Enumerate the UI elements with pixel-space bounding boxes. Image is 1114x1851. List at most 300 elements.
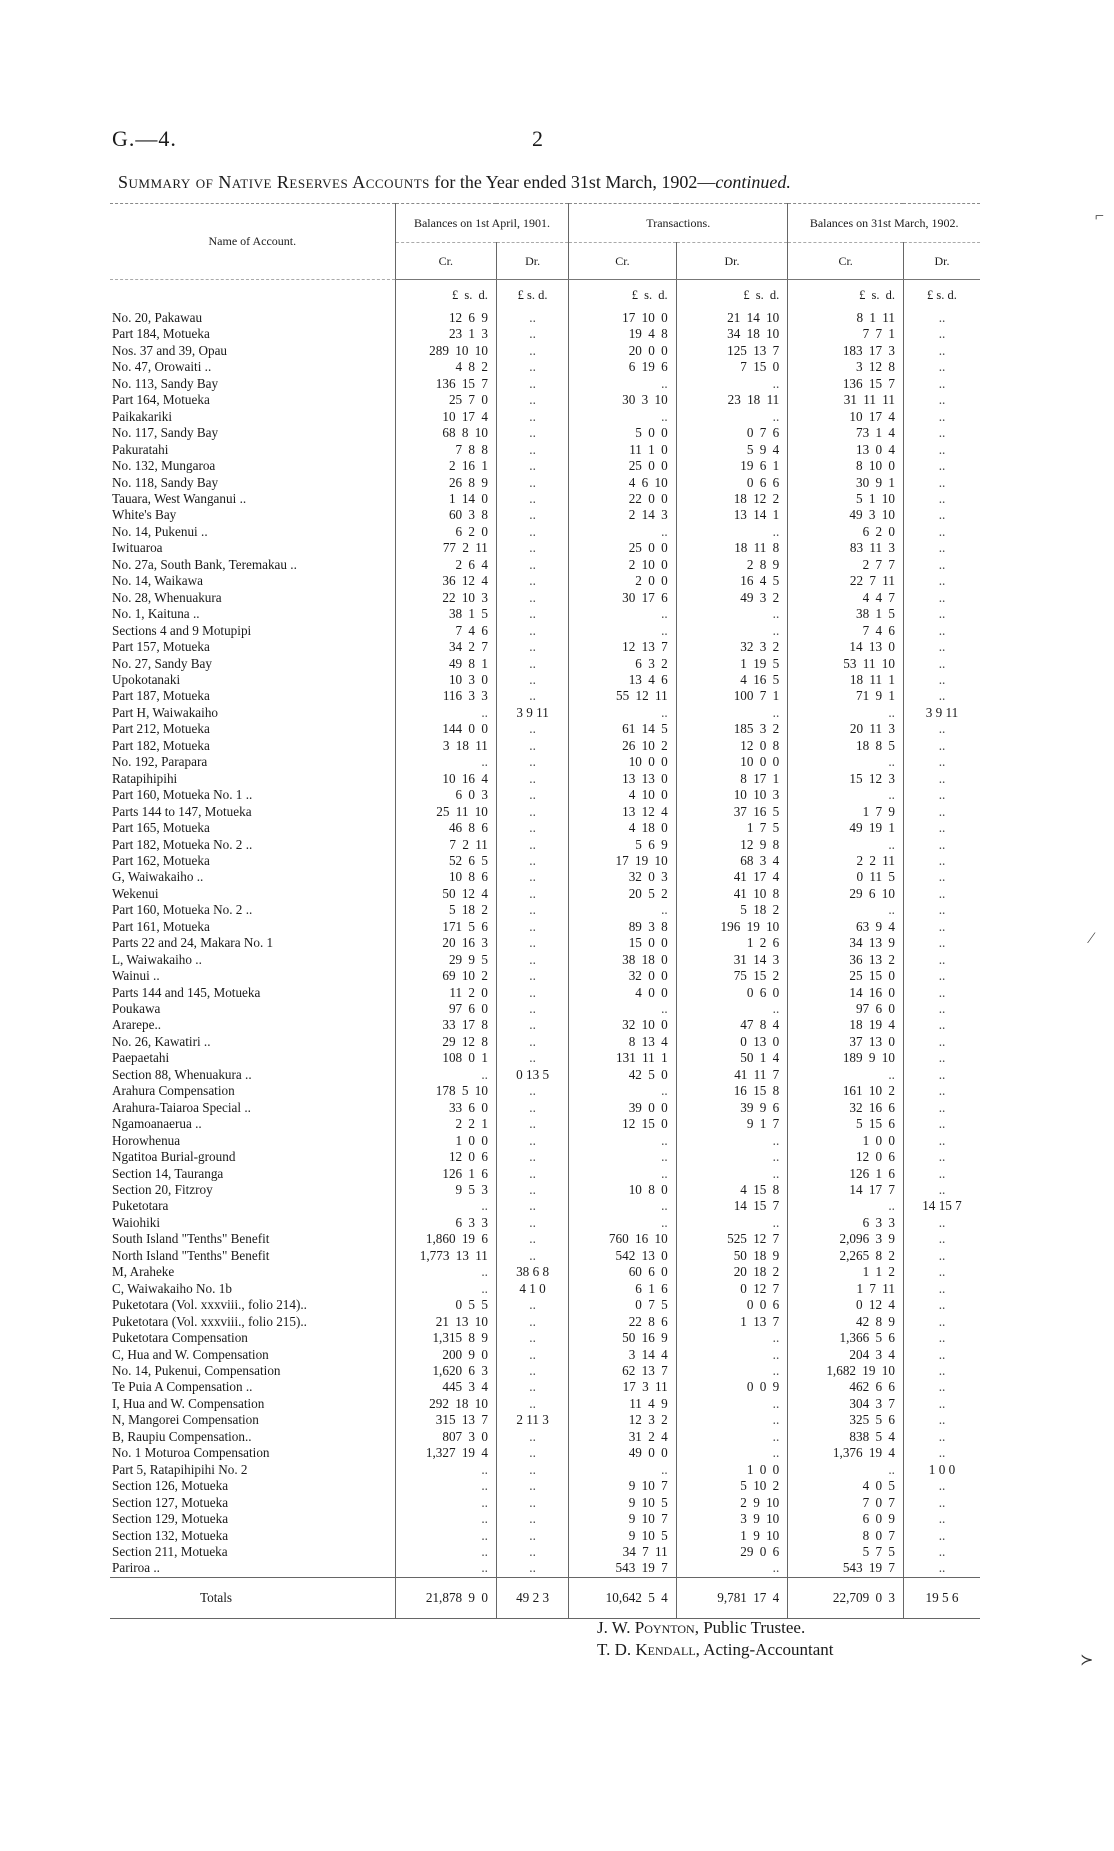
balance-1902-cr: 6 2 0 — [788, 524, 904, 540]
transactions-cr: .. — [569, 1149, 676, 1165]
account-name: Part 160, Motueka No. 1 .. — [112, 787, 253, 803]
balance-1902-cr: 73 1 4 — [788, 425, 904, 441]
unit-label: £ s. d. — [496, 280, 568, 311]
transactions-cr: 38 18 0 — [569, 952, 676, 968]
table-row — [110, 902, 980, 918]
balance-1901-cr: .. — [395, 705, 496, 721]
account-name: Part 182, Motueka — [112, 737, 210, 753]
balance-1901-dr: .. — [496, 606, 568, 622]
total-balance-1901-cr: 21,878 9 0 — [395, 1577, 496, 1618]
header-dr: Dr. — [496, 243, 568, 280]
table-row — [110, 1347, 980, 1363]
header-cr: Cr. — [395, 243, 496, 280]
balance-1901-dr: .. — [496, 557, 568, 573]
balance-1901-dr: .. — [496, 985, 568, 1001]
transactions-cr: .. — [569, 1133, 676, 1149]
transactions-dr: .. — [676, 1412, 788, 1428]
header-name: Name of Account. — [110, 204, 395, 280]
account-name: Poukawa — [112, 1001, 161, 1017]
transactions-dr: 20 18 2 — [676, 1264, 788, 1280]
balance-1902-cr: 32 16 6 — [788, 1100, 904, 1116]
transactions-cr: 30 17 6 — [569, 590, 676, 606]
account-name: Section 88, Whenuakura .. — [112, 1066, 252, 1082]
transactions-cr: .. — [569, 1166, 676, 1182]
balance-1901-dr: .. — [496, 1100, 568, 1116]
balance-1901-dr: .. — [496, 935, 568, 951]
table-row — [110, 1412, 980, 1428]
balance-1902-dr: .. — [903, 1050, 980, 1066]
balance-1901-dr: .. — [496, 1215, 568, 1231]
balance-1902-dr: .. — [903, 935, 980, 951]
balance-1901-cr: 60 3 8 — [395, 507, 496, 523]
balance-1902-dr: .. — [903, 1379, 980, 1395]
balance-1902-dr: .. — [903, 1116, 980, 1132]
balance-1902-cr: 1,366 5 6 — [788, 1330, 904, 1346]
balance-1902-cr: .. — [788, 902, 904, 918]
table-row — [110, 540, 980, 556]
balance-1901-cr: 11 2 0 — [395, 985, 496, 1001]
balance-1901-cr: 108 0 1 — [395, 1050, 496, 1066]
balance-1901-dr: .. — [496, 688, 568, 704]
balance-1902-cr: 31 11 11 — [788, 392, 904, 408]
transactions-dr: 32 3 2 — [676, 639, 788, 655]
balance-1902-cr: 18 8 5 — [788, 738, 904, 754]
balance-1901-cr: .. — [395, 1544, 496, 1560]
account-name: Ngatitoa Burial-ground — [112, 1149, 236, 1165]
transactions-dr: 18 12 2 — [676, 491, 788, 507]
balance-1901-cr: 315 13 7 — [395, 1412, 496, 1428]
balance-1902-cr: 0 12 4 — [788, 1297, 904, 1313]
balance-1902-dr: .. — [903, 1182, 980, 1198]
balance-1902-dr: .. — [903, 507, 980, 523]
balance-1901-dr: .. — [496, 952, 568, 968]
account-name: Pakuratahi — [112, 441, 169, 457]
balance-1901-cr: 25 7 0 — [395, 392, 496, 408]
transactions-dr: 29 0 6 — [676, 1544, 788, 1560]
transactions-dr: 0 13 0 — [676, 1034, 788, 1050]
table-row — [110, 672, 980, 688]
margin-mark: ⁄ — [1090, 930, 1093, 947]
table-row — [110, 771, 980, 787]
balance-1901-cr: 46 8 6 — [395, 820, 496, 836]
table-row — [110, 409, 980, 425]
balance-1902-dr: .. — [903, 1544, 980, 1560]
account-name: Arahura-Taiaroa Special .. — [112, 1099, 251, 1115]
balance-1902-cr: 1,376 19 4 — [788, 1445, 904, 1461]
balance-1902-cr: 12 0 6 — [788, 1149, 904, 1165]
transactions-dr: 10 10 3 — [676, 787, 788, 803]
account-name: M, Araheke — [112, 1264, 175, 1280]
account-name: No. 14, Pukenui, Compensation — [112, 1363, 281, 1378]
account-name: G, Waiwakaiho .. — [112, 869, 204, 885]
balance-1902-dr: .. — [903, 376, 980, 392]
table-row — [110, 1462, 980, 1478]
balance-1901-dr: .. — [496, 968, 568, 984]
transactions-cr: .. — [569, 705, 676, 721]
balance-1901-cr: 445 3 4 — [395, 1379, 496, 1395]
table-row — [110, 590, 980, 606]
transactions-dr: .. — [676, 1149, 788, 1165]
balance-1902-cr: 8 1 11 — [788, 310, 904, 326]
table-row — [110, 1445, 980, 1461]
balance-1901-dr: .. — [496, 1429, 568, 1445]
balance-1902-cr: 30 9 1 — [788, 475, 904, 491]
balance-1901-dr: .. — [496, 853, 568, 869]
transactions-dr: 4 15 8 — [676, 1182, 788, 1198]
account-name: Wainui .. — [112, 968, 160, 984]
balance-1902-dr: .. — [903, 442, 980, 458]
transactions-cr: 19 4 8 — [569, 326, 676, 342]
table-row — [110, 425, 980, 441]
account-name: Parts 22 and 24, Makara No. 1 — [112, 935, 274, 951]
balance-1902-dr: .. — [903, 1396, 980, 1412]
balance-1902-dr: .. — [903, 557, 980, 573]
balance-1902-cr: 49 19 1 — [788, 820, 904, 836]
transactions-dr: 2 9 10 — [676, 1495, 788, 1511]
balance-1902-cr: 2,265 8 2 — [788, 1248, 904, 1264]
transactions-dr: 8 17 1 — [676, 771, 788, 787]
balance-1902-cr: .. — [788, 787, 904, 803]
transactions-dr: 68 3 4 — [676, 853, 788, 869]
transactions-cr: 10 8 0 — [569, 1182, 676, 1198]
transactions-dr: 0 6 6 — [676, 475, 788, 491]
balance-1901-dr: 3 9 11 — [496, 705, 568, 721]
balance-1902-cr: 49 3 10 — [788, 507, 904, 523]
balance-1902-dr: 14 15 7 — [903, 1198, 980, 1214]
balance-1901-cr: 200 9 0 — [395, 1347, 496, 1363]
transactions-cr: 4 18 0 — [569, 820, 676, 836]
balance-1901-dr: .. — [496, 1133, 568, 1149]
transactions-dr: .. — [676, 524, 788, 540]
balance-1901-dr: .. — [496, 1495, 568, 1511]
account-name: Section 127, Motueka — [112, 1494, 229, 1510]
total-balance-1902-cr: 22,709 0 3 — [788, 1577, 904, 1618]
balance-1902-cr: 304 3 7 — [788, 1396, 904, 1412]
table-row — [110, 359, 980, 375]
transactions-cr: 9 10 7 — [569, 1478, 676, 1494]
balance-1901-dr: .. — [496, 787, 568, 803]
table-row — [110, 376, 980, 392]
table-row — [110, 1560, 980, 1577]
transactions-dr: 41 11 7 — [676, 1067, 788, 1083]
balance-1901-cr: 289 10 10 — [395, 343, 496, 359]
balance-1902-cr: 83 11 3 — [788, 540, 904, 556]
balance-1902-dr: .. — [903, 886, 980, 902]
table-row — [110, 326, 980, 342]
table-row — [110, 1528, 980, 1544]
balance-1902-cr: 14 13 0 — [788, 639, 904, 655]
account-name: N, Mangorei Compensation — [112, 1412, 259, 1428]
account-name: Upokotanaki — [112, 671, 181, 687]
transactions-cr: 12 13 7 — [569, 639, 676, 655]
balance-1901-cr: .. — [395, 1067, 496, 1083]
balance-1902-cr: .. — [788, 1198, 904, 1214]
balance-1901-dr: 2 11 3 — [496, 1412, 568, 1428]
transactions-cr: .. — [569, 376, 676, 392]
balance-1901-dr: .. — [496, 1379, 568, 1395]
account-name: Section 129, Motueka — [112, 1511, 229, 1527]
signature-name: J. W. Poynton — [597, 1618, 695, 1637]
balance-1901-dr: .. — [496, 1478, 568, 1494]
account-name: Wekenui — [112, 885, 159, 901]
transactions-cr: 6 3 2 — [569, 656, 676, 672]
transactions-dr: 5 10 2 — [676, 1478, 788, 1494]
balance-1902-cr: 18 19 4 — [788, 1017, 904, 1033]
transactions-dr: 1 13 7 — [676, 1314, 788, 1330]
balance-1902-dr: .. — [903, 326, 980, 342]
transactions-cr: .. — [569, 623, 676, 639]
transactions-dr: 125 13 7 — [676, 343, 788, 359]
account-name: Ararepe.. — [112, 1017, 162, 1033]
account-name: Parts 144 and 145, Motueka — [112, 984, 261, 1000]
transactions-dr: 14 15 7 — [676, 1198, 788, 1214]
balance-1902-cr: 136 15 7 — [788, 376, 904, 392]
balance-1901-cr: 34 2 7 — [395, 639, 496, 655]
balance-1902-dr: .. — [903, 310, 980, 326]
balance-1902-dr: .. — [903, 623, 980, 639]
balance-1901-dr: .. — [496, 1017, 568, 1033]
account-name: Part 5, Ratapihipihi No. 2 — [112, 1461, 248, 1477]
balance-1901-cr: 7 4 6 — [395, 623, 496, 639]
balance-1901-cr: 26 8 9 — [395, 475, 496, 491]
margin-mark: ≻ — [1080, 1652, 1094, 1669]
transactions-dr: 37 16 5 — [676, 804, 788, 820]
transactions-dr: 39 9 6 — [676, 1100, 788, 1116]
account-name: Arahura Compensation — [112, 1083, 235, 1099]
balance-1901-dr: .. — [496, 1560, 568, 1577]
balance-1902-cr: 161 10 2 — [788, 1083, 904, 1099]
balance-1901-dr: .. — [496, 1231, 568, 1247]
balance-1902-dr: .. — [903, 1511, 980, 1527]
balance-1901-dr: .. — [496, 573, 568, 589]
balance-1902-dr: .. — [903, 688, 980, 704]
balance-1902-dr: .. — [903, 968, 980, 984]
balance-1901-cr: .. — [395, 1511, 496, 1527]
table-row — [110, 343, 980, 359]
transactions-dr: .. — [676, 1166, 788, 1182]
balance-1902-cr: 1 7 9 — [788, 804, 904, 820]
transactions-dr: 12 9 8 — [676, 837, 788, 853]
transactions-dr: 21 14 10 — [676, 310, 788, 326]
balance-1901-dr: .. — [496, 1396, 568, 1412]
balance-1902-cr: 5 7 5 — [788, 1544, 904, 1560]
balance-1901-cr: 807 3 0 — [395, 1429, 496, 1445]
balance-1901-dr: .. — [496, 1462, 568, 1478]
balance-1901-dr: .. — [496, 738, 568, 754]
transactions-cr: 42 5 0 — [569, 1067, 676, 1083]
balance-1901-cr: 7 8 8 — [395, 442, 496, 458]
balance-1902-dr: .. — [903, 491, 980, 507]
transactions-cr: 9 10 5 — [569, 1495, 676, 1511]
balance-1902-cr: 325 5 6 — [788, 1412, 904, 1428]
balance-1902-cr: 462 6 6 — [788, 1379, 904, 1395]
balance-1901-dr: .. — [496, 343, 568, 359]
balance-1902-cr: 25 15 0 — [788, 968, 904, 984]
table-row — [110, 1083, 980, 1099]
account-name: No. 47, Orowaiti .. — [112, 359, 212, 375]
table-row — [110, 1429, 980, 1445]
balance-1902-dr: .. — [903, 754, 980, 770]
account-name: Part 182, Motueka No. 2 .. — [112, 836, 253, 852]
balance-1902-cr: 8 0 7 — [788, 1528, 904, 1544]
balance-1902-cr: 14 17 7 — [788, 1182, 904, 1198]
account-name: Horowhenua — [112, 1132, 181, 1148]
balance-1902-dr: .. — [903, 1412, 980, 1428]
balance-1901-cr: 77 2 11 — [395, 540, 496, 556]
account-name: No. 26, Kawatiri .. — [112, 1033, 211, 1049]
accounts-table — [110, 203, 980, 1619]
transactions-cr: 4 0 0 — [569, 985, 676, 1001]
units-row — [110, 280, 980, 311]
transactions-cr: .. — [569, 902, 676, 918]
table-row — [110, 507, 980, 523]
transactions-dr: 1 0 0 — [676, 1462, 788, 1478]
account-name: No. 132, Mungaroa — [112, 458, 216, 474]
transactions-cr: 543 19 7 — [569, 1560, 676, 1577]
transactions-dr: 41 17 4 — [676, 869, 788, 885]
transactions-cr: 20 5 2 — [569, 886, 676, 902]
account-name: Part 160, Motueka No. 2 .. — [112, 902, 253, 918]
balance-1901-dr: .. — [496, 540, 568, 556]
account-name: No. 20, Pakawau — [112, 310, 203, 325]
balance-1901-cr: 5 18 2 — [395, 902, 496, 918]
balance-1901-cr: 29 12 8 — [395, 1034, 496, 1050]
balance-1902-dr: .. — [903, 1001, 980, 1017]
table-row — [110, 475, 980, 491]
balance-1901-cr: 7 2 11 — [395, 837, 496, 853]
balance-1902-cr: 63 9 4 — [788, 919, 904, 935]
balance-1901-cr: 2 2 1 — [395, 1116, 496, 1132]
total-balance-1901-dr: 49 2 3 — [496, 1577, 568, 1618]
transactions-cr: 9 10 7 — [569, 1511, 676, 1527]
balance-1902-dr: .. — [903, 540, 980, 556]
balance-1902-dr: .. — [903, 1264, 980, 1280]
balance-1902-cr: 34 13 9 — [788, 935, 904, 951]
balance-1901-cr: 12 0 6 — [395, 1149, 496, 1165]
balance-1902-cr: 36 13 2 — [788, 952, 904, 968]
transactions-cr: 2 14 3 — [569, 507, 676, 523]
balance-1902-dr: 1 0 0 — [903, 1462, 980, 1478]
transactions-dr: .. — [676, 1001, 788, 1017]
balance-1901-dr: .. — [496, 524, 568, 540]
account-name: North Island "Tenths" Benefit — [112, 1247, 270, 1263]
transactions-cr: 542 13 0 — [569, 1248, 676, 1264]
balance-1901-cr: .. — [395, 1462, 496, 1478]
balance-1902-cr: 2,096 3 9 — [788, 1231, 904, 1247]
table-row — [110, 1100, 980, 1116]
balance-1902-cr: 1,682 19 10 — [788, 1363, 904, 1379]
balance-1902-dr: .. — [903, 458, 980, 474]
balance-1902-dr: .. — [903, 590, 980, 606]
transactions-cr: 50 16 9 — [569, 1330, 676, 1346]
table-row — [110, 1149, 980, 1165]
account-name: Part 164, Motueka — [112, 392, 210, 408]
transactions-cr: 760 16 10 — [569, 1231, 676, 1247]
account-name: I, Hua and W. Compensation — [112, 1395, 265, 1411]
transactions-dr: 0 7 6 — [676, 425, 788, 441]
balance-1902-dr: .. — [903, 985, 980, 1001]
transactions-dr: 75 15 2 — [676, 968, 788, 984]
transactions-cr: 17 3 11 — [569, 1379, 676, 1395]
transactions-dr: .. — [676, 623, 788, 639]
account-name: No. 1, Kaituna .. — [112, 606, 200, 622]
transactions-cr: 10 0 0 — [569, 754, 676, 770]
balance-1902-cr: 29 6 10 — [788, 886, 904, 902]
balance-1901-dr: 0 13 5 — [496, 1067, 568, 1083]
signature-role: , Public Trustee. — [694, 1618, 806, 1637]
balance-1902-dr: .. — [903, 1314, 980, 1330]
balance-1901-dr: .. — [496, 771, 568, 787]
balance-1901-dr: .. — [496, 507, 568, 523]
account-name: Ratapihipihi — [112, 770, 178, 786]
totals-label: Totals — [110, 1577, 395, 1618]
balance-1902-cr: 7 0 7 — [788, 1495, 904, 1511]
table-row — [110, 787, 980, 803]
balance-1902-cr: 2 7 7 — [788, 557, 904, 573]
balance-1901-cr: 23 1 3 — [395, 326, 496, 342]
balance-1902-dr: .. — [903, 1281, 980, 1297]
table-row — [110, 1330, 980, 1346]
table-row — [110, 919, 980, 935]
header-cr: Cr. — [569, 243, 676, 280]
transactions-cr: 22 0 0 — [569, 491, 676, 507]
transactions-dr: 19 6 1 — [676, 458, 788, 474]
transactions-cr: 2 10 0 — [569, 557, 676, 573]
balance-1902-dr: .. — [903, 1330, 980, 1346]
balance-1901-cr: 292 18 10 — [395, 1396, 496, 1412]
transactions-cr: 25 0 0 — [569, 540, 676, 556]
balance-1902-dr: .. — [903, 1528, 980, 1544]
balance-1901-dr: .. — [496, 1166, 568, 1182]
totals-row — [110, 1577, 980, 1618]
title-summary: Summary of Native Reserves Accounts — [118, 172, 430, 192]
transactions-cr: 30 3 10 — [569, 392, 676, 408]
balance-1901-dr: .. — [496, 721, 568, 737]
balance-1901-dr: .. — [496, 639, 568, 655]
balance-1901-cr: 68 8 10 — [395, 425, 496, 441]
transactions-dr: 185 3 2 — [676, 721, 788, 737]
balance-1901-cr: 33 6 0 — [395, 1100, 496, 1116]
account-name: C, Waiwakaiho No. 1b — [112, 1280, 232, 1296]
total-transactions-dr: 9,781 17 4 — [676, 1577, 788, 1618]
balance-1901-dr: .. — [496, 1248, 568, 1264]
balance-1901-dr: .. — [496, 1198, 568, 1214]
balance-1901-dr: .. — [496, 392, 568, 408]
balance-1901-dr: .. — [496, 1330, 568, 1346]
table-row — [110, 1363, 980, 1379]
account-name: Section 20, Fitzroy — [112, 1182, 213, 1198]
transactions-cr: 49 0 0 — [569, 1445, 676, 1461]
account-name: Ngamoanaerua .. — [112, 1116, 202, 1132]
balance-1901-dr: .. — [496, 1050, 568, 1066]
table-row — [110, 310, 980, 326]
balance-1901-dr: .. — [496, 672, 568, 688]
balance-1901-cr: 144 0 0 — [395, 721, 496, 737]
balance-1902-dr: .. — [903, 1347, 980, 1363]
balance-1901-dr: .. — [496, 1001, 568, 1017]
transactions-cr: 9 10 5 — [569, 1528, 676, 1544]
table-row — [110, 853, 980, 869]
table-row — [110, 1017, 980, 1033]
balance-1901-dr: .. — [496, 1083, 568, 1099]
balance-1902-cr: 5 1 10 — [788, 491, 904, 507]
balance-1901-cr: .. — [395, 1198, 496, 1214]
balance-1901-dr: .. — [496, 590, 568, 606]
balance-1902-cr: 1 0 0 — [788, 1133, 904, 1149]
transactions-dr: 0 12 7 — [676, 1281, 788, 1297]
transactions-cr: .. — [569, 524, 676, 540]
account-name: Section 211, Motueka — [112, 1543, 228, 1559]
